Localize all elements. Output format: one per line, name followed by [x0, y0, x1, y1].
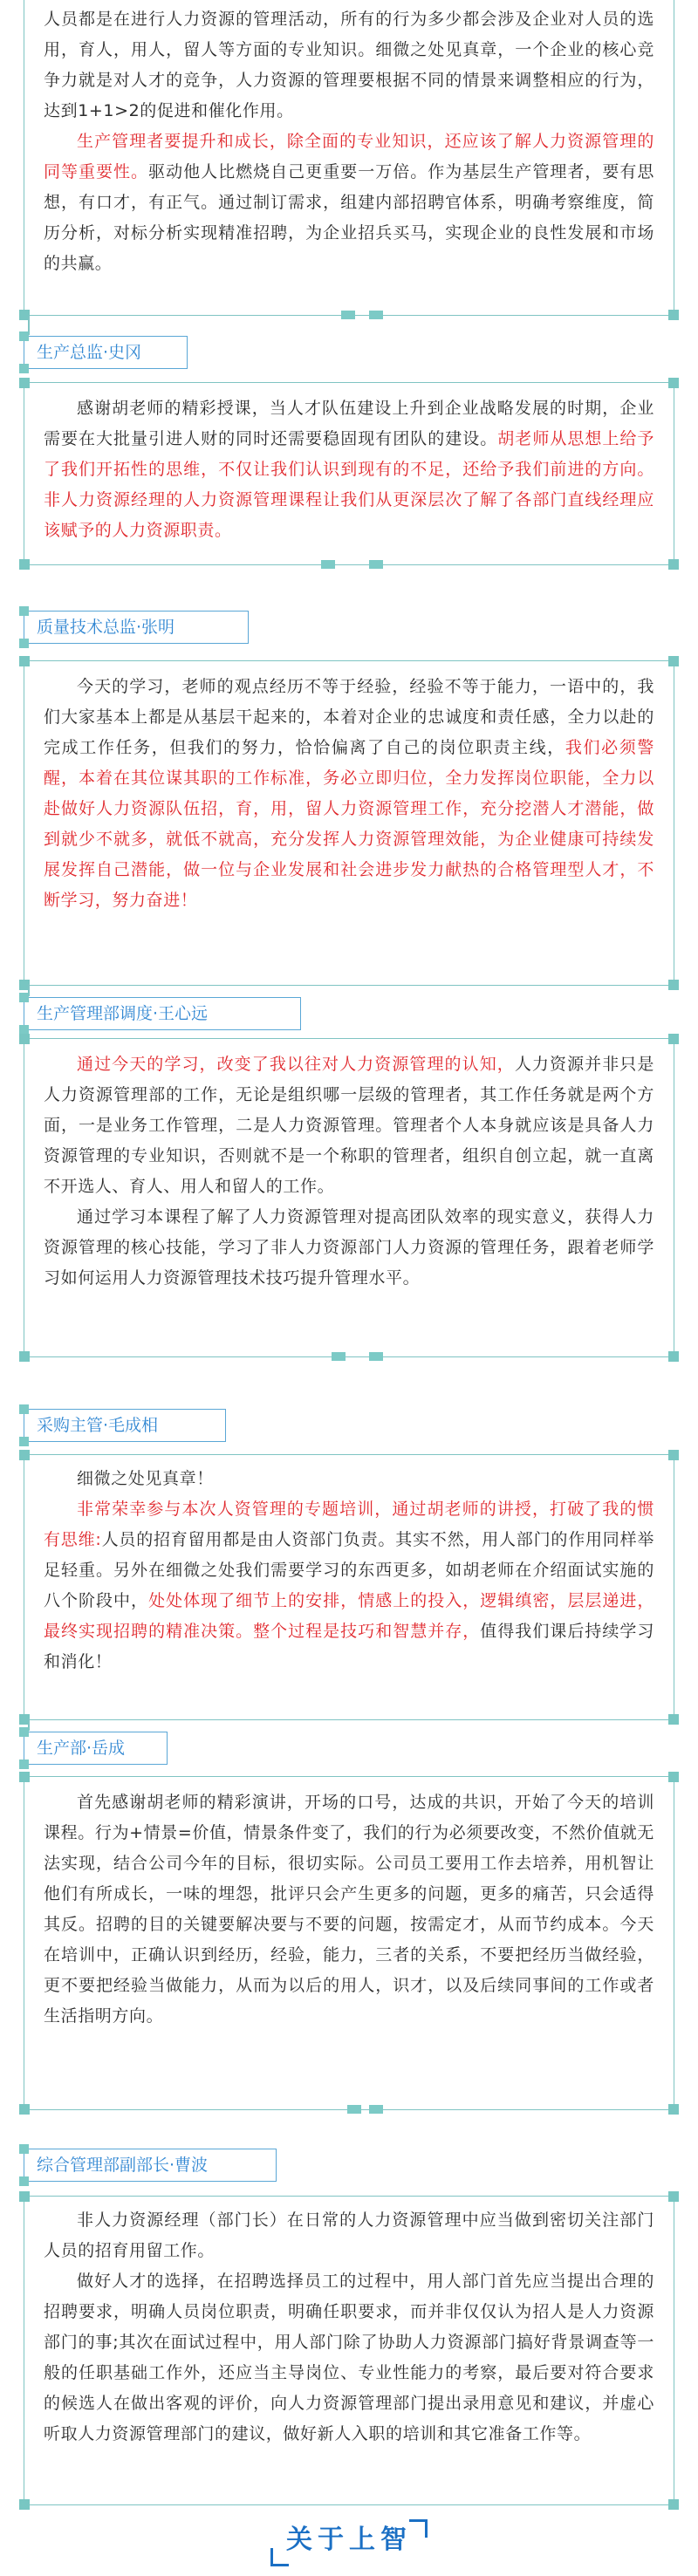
- card-corner-br: [668, 1714, 679, 1725]
- intro-paragraph-1: 人员都是在进行人力资源的管理活动，所有的行为多少都会涉及企业对人员的选用，育人，用人，留人等方面的专业知识。细微之处见真章，一个企业的核心竞争力就是对人才的竞争，人力资源的管理要根据不同的情景来调整相应的行为，达到1+1>2的促进和催化作用。: [44, 10, 654, 120]
- author-tag-yue-cheng: [24, 1732, 168, 1765]
- testimonial-3-paragraph-1: 通过今天的学习，改变了我以往对人力资源管理的认知，人力资源并非只是人力资源管理部的工作，无论是组织哪一层级的管理者，其工作任务就是两个方面，一是业务工作管理，二是人力资源管理。管理者个人本身就应该是具备人力资源管理的专业知识，否则就不是一个称职的管理者，组织自创立起，就一直离不开选人、育人、用人和留人的工作。: [44, 1055, 654, 1196]
- testimonial-4-paragraph-1: 细微之处见真章！: [77, 1469, 214, 1488]
- bracket-right-icon: [409, 2519, 428, 2538]
- card-corner-bl: [19, 1351, 30, 1362]
- intro-card: [24, 0, 674, 316]
- card-corner-br: [668, 559, 679, 570]
- intro-paragraph-2-rest: 驱动他人比燃烧自己更重要一万倍。作为基层生产管理者，要有思想，有口才，有正气。通过制订需求，组建内部招聘官体系，明确考察维度，简历分析，对标分析实现精准招聘，为企业招兵买马，实现企业的良性发展和市场的共赢。: [44, 162, 654, 273]
- card-mid-marker: [321, 560, 335, 569]
- testimonial-card-3: [24, 1038, 674, 1357]
- about-heading-text: 关于上智: [270, 2523, 428, 2558]
- card-corner-br: [668, 980, 679, 990]
- card-corner-bl: [19, 559, 30, 570]
- card-corner-tr: [668, 1772, 679, 1782]
- card-corner-bl: [19, 2499, 30, 2510]
- card-corner-tl: [19, 1034, 30, 1044]
- author-name: 生产部·岳成: [37, 1739, 126, 1758]
- testimonial-4-paragraph-2: 非常荣幸参与本次人资管理的专题培训，通过胡老师的讲授，打破了我的惯有思维:人员的招育留用都是由人资部门负责。其实不然，用人部门的作用同样举足轻重。另外在细微之处我们需要学习的东西更多，如胡老师在介绍面试实施的八个阶段中，处处体现了细节上的安排，情感上的投入，逻辑缜密，层层递进，最终实现招聘的精准决策。整个过程是技巧和智慧并存，值得我们课后持续学习和消化！: [44, 1500, 654, 1671]
- intro-highlight: 生产管理者要提升和成长，除全面的专业知识，还应该了解人力资源管理的同等重要性。: [44, 132, 654, 181]
- card-mid-marker: [369, 1352, 383, 1361]
- testimonial-6-paragraph-2: 做好人才的选择，在招聘选择员工的过程中，用人部门首先应当提出合理的招聘要求，明确人员岗位职责，明确任职要求，而并非仅仅认为招人是人力资源部门的事;其次在面试过程中，用人部门除了协助人力资源部门搞好背景调查等一般的任职基础工作外，还应当主导岗位、专业性能力的考察，最后要对符合要求的候选人在做出客观的评价，向人力资源管理部门提出录用意见和建议，并虚心听取人力资源管理部门的建议，做好新人入职的培训和其它准备工作等。: [44, 2272, 654, 2443]
- testimonial-1-text: 感谢胡老师的精彩授课，当人才队伍建设上升到企业战略发展的时期，企业需要在大批量引进人财的同时还需要稳固现有团队的建设。胡老师从思想上给予了我们开拓性的思维，不仅让我们认识到现有的不足，还给予我们前进的方向。非人力资源经理的人力资源管理课程让我们从更深层次了解了各部门直线经理应该赋予的人力资源职责。: [44, 399, 654, 540]
- author-tag-zhang-ming: [24, 611, 249, 644]
- testimonial-3-paragraph-2: 通过学习本课程了解了人力资源管理对提高团队效率的现实意义，获得人力资源管理的核心技能，学习了非人力资源部门人力资源的管理任务，跟着老师学习如何运用人力资源管理技术技巧提升管理水平。: [44, 1207, 654, 1288]
- author-name: 采购主管·毛成相: [37, 1416, 159, 1435]
- card-corner-br: [668, 1351, 679, 1362]
- testimonial-1-highlight: 胡老师从思想上给予了我们开拓性的思维，不仅让我们认识到现有的不足，还给予我们前进的方向。非人力资源经理的人力资源管理课程让我们从更深层次了解了各部门直线经理应该赋予的人力资源职责。: [44, 429, 654, 540]
- card-mid-marker: [369, 560, 383, 569]
- testimonial-card-2: [24, 660, 674, 986]
- author-name: 生产管理部调度·王心远: [37, 1004, 209, 1023]
- card-corner-br: [668, 2104, 679, 2115]
- author-name: 生产总监·史冈: [37, 343, 142, 362]
- card-corner-tr: [668, 1450, 679, 1460]
- card-corner-tl: [19, 1772, 30, 1782]
- card-corner-br: [668, 310, 679, 320]
- testimonial-6-paragraph-1: 非人力资源经理（部门长）在日常的人力资源管理中应当做到密切关注部门人员的招育用留工作。: [44, 2210, 654, 2260]
- card-corner-tl: [19, 378, 30, 388]
- author-name: 质量技术总监·张明: [37, 618, 175, 637]
- testimonial-card-1: [24, 382, 674, 565]
- card-mid-marker: [341, 311, 355, 319]
- testimonial-card-6: [24, 2196, 674, 2505]
- about-section-heading: [0, 2523, 698, 2558]
- card-corner-tr: [668, 378, 679, 388]
- testimonial-2-text: 今天的学习，老师的观点经历不等于经验，经验不等于能力，一语中的，我们大家基本上都是从基层干起来的，本着对企业的忠诚度和责任感，全力以赴的完成工作任务，但我们的努力，恰恰偏离了自己的岗位职责主线，我们必须警醒，本着在其位谋其职的工作标准，务必立即归位，全力发挥岗位职能，全力以赴做好人力资源队伍招，育，用，留人力资源管理工作，充分挖潜人才潜能，做到就少不就多，就低不就高，充分发挥人力资源管理效能，为企业健康可持续发展发挥自己潜能，做一位与企业发展和社会进步发力献热的合格管理型人才，不断学习，努力奋进！: [44, 677, 654, 910]
- card-mid-marker: [347, 2105, 361, 2114]
- author-tag-shi-gang: [24, 336, 188, 369]
- card-mid-marker: [332, 1352, 346, 1361]
- author-tag-cao-bo: [24, 2149, 277, 2182]
- intro-paragraph-2: [44, 126, 654, 279]
- bracket-left-icon: [270, 2548, 289, 2566]
- testimonial-3-highlight: 通过今天的学习，改变了我以往对人力资源管理的认知，: [77, 1055, 515, 1074]
- card-corner-br: [668, 2499, 679, 2510]
- testimonial-card-4: [24, 1454, 674, 1720]
- author-tag-mao-chengxiang: [24, 1409, 226, 1442]
- author-name: 综合管理部副部长·曹波: [37, 2156, 209, 2175]
- card-corner-tl: [19, 1450, 30, 1460]
- testimonial-2-highlight: 我们必须警醒，本着在其位谋其职的工作标准，务必立即归位，全力发挥岗位职能，全力以赴做好人力资源队伍招，育，用，留人力资源管理工作，充分挖潜人才潜能，做到就少不就多，就低不就高，充分发挥人力资源管理效能，为企业健康可持续发展发挥自己潜能，做一位与企业发展和社会进步发力献热的合格管理型人才，不断学习，努力奋进！: [44, 738, 654, 910]
- card-corner-tl: [19, 2191, 30, 2202]
- card-corner-tl: [19, 656, 30, 666]
- testimonial-card-5: [24, 1776, 674, 2110]
- card-corner-tr: [668, 1034, 679, 1044]
- card-mid-marker: [369, 311, 383, 319]
- card-corner-tr: [668, 656, 679, 666]
- card-mid-marker: [369, 2105, 383, 2114]
- testimonial-4-highlight-1: 非常荣幸参与本次人资管理的专题培训，通过胡老师的讲授，打破了我的惯有思维:: [44, 1500, 654, 1549]
- testimonial-4-highlight-2: 处处体现了细节上的安排，情感上的投入，逻辑缜密，层层递进，最终实现招聘的精准决策。整个过程是技巧和智慧并存，: [44, 1591, 654, 1641]
- author-tag-wang-xinyuan: [24, 997, 301, 1030]
- card-corner-bl: [19, 2104, 30, 2115]
- testimonial-5-text: 首先感谢胡老师的精彩演讲，开场的口号，达成的共识，开始了今天的培训课程。行为+情景=价值，情景条件变了，我们的行为必须要改变，不然价值就无法实现，结合公司今年的目标，很切实际。公司员工要用工作去培养，用机智让他们有所成长，一味的埋怨，批评只会产生更多的问题，更多的痛苦，只会适得其反。招聘的目的关键要解决要与不要的问题，按需定才，从而节约成本。今天在培训中，正确认识到经历，经验，能力，三者的关系，不要把经历当做经验，更不要把经验当做能力，从而为以后的用人，识才，以及后续同事间的工作或者生活指明方向。: [44, 1793, 654, 2026]
- card-corner-tr: [668, 2191, 679, 2202]
